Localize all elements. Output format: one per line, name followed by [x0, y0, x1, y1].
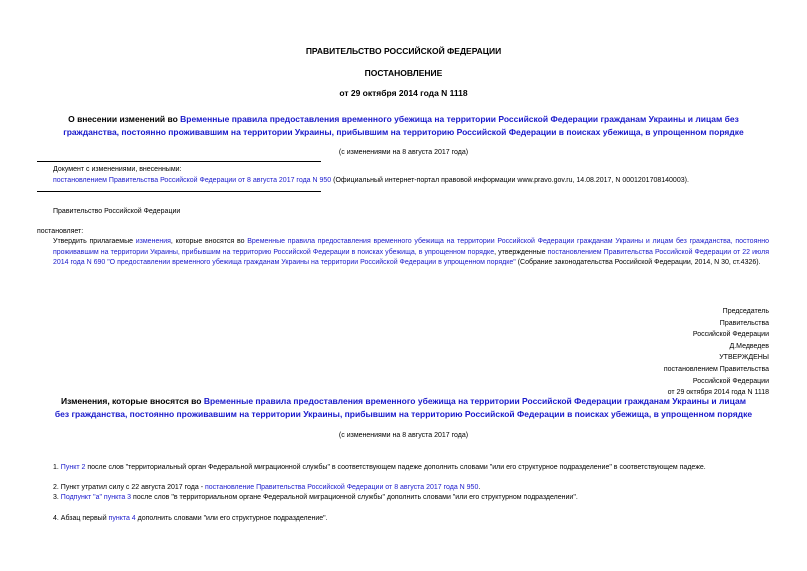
approve-paragraph	[53, 237, 769, 269]
title-link-part1[interactable]: Временные правила предоставления временного убежища на территории Российской Федерации гражданам Украины и лицам без	[180, 114, 739, 124]
item-1-text: после слов "территориальный орган Федеральной миграционной службы" в соответствующем падеже дополнить словами "или его структурное подразделение" в соответствующем падеже.	[85, 464, 706, 471]
signature-block	[569, 306, 769, 399]
amendments-label: Документ с изменениями, внесенными:	[53, 166, 182, 173]
approval-line: Российской Федерации	[692, 377, 769, 385]
changes-link[interactable]: изменения	[135, 238, 171, 245]
title-link-part2[interactable]: гражданства, постоянно проживавшим на территории Украины, прибывшим на территорию Российской Федерации в поисках убежища, в упрощенном порядке	[63, 127, 744, 137]
changes-title	[0, 395, 807, 421]
item-3-text: после слов "в территориальном органе Федеральной миграционной службы" дополнить словами "или его структурном подразделении".	[131, 494, 578, 501]
item-4-tail: дополнить словами "или его структурное подразделение".	[135, 515, 328, 522]
approve-text-4: (Собрание законодательства Российской Федерации, 2014, N 30, ст.4326).	[515, 259, 761, 266]
approval-line: постановлением Правительства	[663, 365, 769, 373]
revision-note-2: (с изменениями на 8 августа 2017 года)	[338, 432, 469, 439]
header-date-number: от 29 октября 2014 года N 1118	[339, 88, 468, 98]
item-2-text: 2. Пункт утратил силу с 22 августа 2017 года -	[53, 484, 205, 491]
item-2-link[interactable]: постановление Правительства Российской Федерации от 8 августа 2017 года N 950	[204, 484, 479, 491]
revision-note: (с изменениями на 8 августа 2017 года)	[338, 149, 469, 156]
signature-line: Д.Медведев	[729, 342, 769, 350]
approval-line: от 29 октября 2014 года N 1118	[667, 389, 769, 397]
resolution-690-link[interactable]: постановлением Правительства Российской Федерации от 22 июля 2014 года N 690 "О предоставлении временного убежища гражданам Украины на территории Российской Федерации в упрощенном порядке"	[53, 248, 770, 266]
signature-line: Российской Федерации	[692, 331, 769, 339]
item-3-num: 3.	[53, 494, 61, 501]
approve-text-2: , которые вносятся во	[170, 238, 248, 245]
amendment-link[interactable]: постановлением Правительства Российской Федерации от 8 августа 2017 года N 950	[53, 177, 332, 184]
item-4-link[interactable]: пункта 4	[108, 515, 136, 522]
government-name: Правительство Российской Федерации	[53, 208, 181, 215]
item-1-num: 1.	[53, 464, 61, 471]
approve-text-1: Утвердить прилагаемые	[53, 238, 136, 245]
signature-line: Правительства	[719, 319, 769, 327]
changes-title-prefix: Изменения, которые вносятся во	[61, 396, 204, 406]
item-3-link[interactable]: Подпункт "а" пункта 3	[60, 494, 132, 501]
item-2-tail: .	[478, 484, 481, 491]
divider-bottom	[37, 191, 321, 192]
item-4-text: 4. Абзац первый	[53, 515, 109, 522]
amendment-tail: (Официальный интернет-портал правовой информации www.pravo.gov.ru, 14.08.2017, N 0001201708140003).	[331, 177, 689, 184]
item-1-link[interactable]: Пункт 2	[60, 464, 86, 471]
signature-line: Председатель	[722, 308, 769, 315]
header-org: ПРАВИТЕЛЬСТВО РОССИЙСКОЙ ФЕДЕРАЦИИ	[305, 46, 502, 56]
document-title	[0, 113, 807, 139]
approval-stamp: УТВЕРЖДЕНЫ	[719, 354, 769, 362]
divider-top	[37, 161, 321, 162]
header-doc-type: ПОСТАНОВЛЕНИЕ	[364, 68, 443, 78]
item-4	[53, 513, 328, 524]
item-1	[53, 462, 706, 473]
title-prefix: О внесении изменений во	[68, 114, 181, 124]
decides-label: постановляет:	[37, 228, 84, 235]
rules-link[interactable]: Временные правила предоставления временного убежища на территории Российской Федерации гражданам Украины и лицам без гражданства, постоянно проживавшим на территории Украины, прибывшим на территорию Российской Федерации в поисках убежища, в упрощенном порядке	[53, 238, 769, 256]
changes-title-link-1[interactable]: Временные правила предоставления временного убежища на территории Российской Федерации гражданам Украины и лицам	[203, 396, 746, 406]
amendments-line	[53, 175, 689, 186]
item-3	[53, 492, 578, 503]
changes-title-link-2[interactable]: без гражданства, постоянно проживавшим на территории Украины, прибывшим на территорию Российской Федерации в поисках убежища, в упрощенном порядке	[54, 409, 753, 419]
approve-text-3: , утвержденные	[494, 248, 548, 256]
